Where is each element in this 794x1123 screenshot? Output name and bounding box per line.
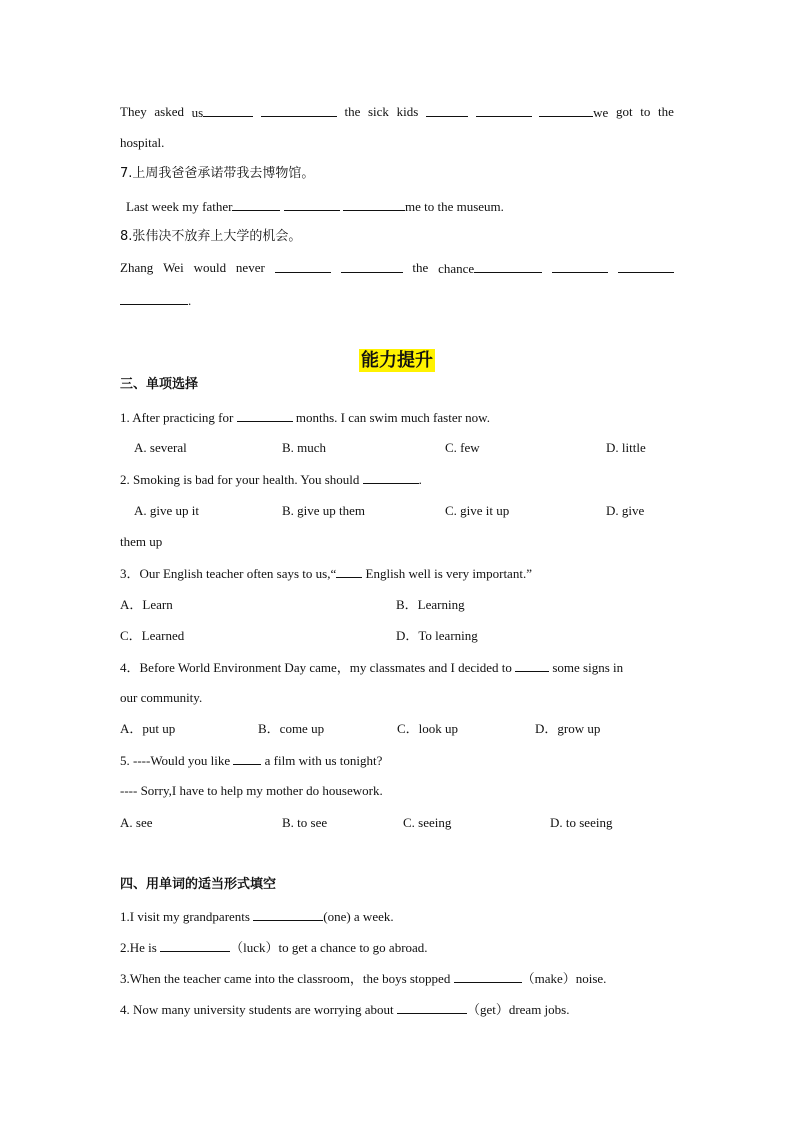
section-4-heading: 四、用单词的适当形式填空 xyxy=(120,877,277,892)
answer-blank[interactable] xyxy=(261,104,337,117)
option-a[interactable]: A．Learn xyxy=(120,597,173,612)
option-b[interactable]: B. much xyxy=(282,440,327,455)
answer-blank[interactable] xyxy=(253,908,323,921)
answer-blank[interactable] xyxy=(284,198,340,211)
option-d[interactable]: D．grow up xyxy=(535,721,601,736)
option-a[interactable]: A. several xyxy=(134,440,187,455)
option-b[interactable]: B. give up them xyxy=(282,503,366,518)
option-b[interactable]: B．come up xyxy=(258,721,325,736)
option-d[interactable]: D. give xyxy=(606,503,645,518)
option-d[interactable]: D. to seeing xyxy=(550,815,613,830)
answer-blank[interactable] xyxy=(539,104,593,117)
answer-blank[interactable] xyxy=(515,659,549,672)
answer-blank[interactable] xyxy=(160,939,230,952)
question-7-english: Last week my father me to the museum. xyxy=(126,199,504,214)
option-c[interactable]: C．Learned xyxy=(120,628,185,643)
option-a[interactable]: A. see xyxy=(120,815,153,830)
mc-question-2: 2. Smoking is bad for your health. You should . xyxy=(120,472,422,487)
answer-blank[interactable] xyxy=(397,1001,467,1014)
answer-blank[interactable] xyxy=(237,409,293,422)
answer-blank[interactable] xyxy=(341,260,403,273)
option-c[interactable]: C．look up xyxy=(397,721,459,736)
option-c[interactable]: C. seeing xyxy=(403,815,452,830)
option-a[interactable]: A．put up xyxy=(120,721,176,736)
answer-blank[interactable] xyxy=(343,198,405,211)
mc-question-4-wrap: our community. xyxy=(120,690,203,705)
answer-blank[interactable] xyxy=(618,260,674,273)
section-title: 能力提升 xyxy=(361,350,433,371)
option-d[interactable]: D. little xyxy=(606,440,646,455)
translation-line-6-wrap: hospital. xyxy=(120,135,165,150)
answer-blank[interactable] xyxy=(233,752,261,765)
option-d-wrap: them up xyxy=(120,534,163,549)
answer-blank[interactable] xyxy=(552,260,608,273)
option-d[interactable]: D．To learning xyxy=(396,628,478,643)
option-c[interactable]: C. give it up xyxy=(445,503,510,518)
fill-question-1: 1.I visit my grandparents (one) a week. xyxy=(120,909,394,924)
answer-blank[interactable] xyxy=(474,260,542,273)
option-c[interactable]: C. few xyxy=(445,440,480,455)
mc-question-5-reply: ---- Sorry,I have to help my mother do housework. xyxy=(120,783,383,798)
answer-blank[interactable] xyxy=(476,104,532,117)
answer-blank[interactable] xyxy=(454,970,522,983)
question-8-wrap: . xyxy=(120,292,191,309)
mc-question-1: 1. After practicing for months. I can swim much faster now. xyxy=(120,410,490,425)
answer-blank[interactable] xyxy=(203,104,253,117)
mc-question-3: 3．Our English teacher often says to us,“ English well is very important.” xyxy=(120,566,532,581)
question-7-chinese: 7.上周我爸爸承诺带我去博物馆。 xyxy=(120,166,315,181)
question-8-english: Zhang Wei would never the chance xyxy=(120,260,674,277)
answer-blank[interactable] xyxy=(232,198,280,211)
answer-blank[interactable] xyxy=(275,260,331,273)
option-b[interactable]: B. to see xyxy=(282,815,328,830)
mc-question-5: 5. ----Would you like a film with us tonight? xyxy=(120,753,383,768)
option-b[interactable]: B．Learning xyxy=(396,597,465,612)
option-a[interactable]: A. give up it xyxy=(134,503,199,518)
answer-blank[interactable] xyxy=(426,104,468,117)
question-8-chinese: 8.张伟决不放弃上大学的机会。 xyxy=(120,229,302,244)
answer-blank[interactable] xyxy=(336,565,362,578)
fill-question-2: 2.He is （luck）to get a chance to go abroad. xyxy=(120,940,428,955)
answer-blank[interactable] xyxy=(363,471,419,484)
fill-question-4: 4. Now many university students are worrying about （get）dream jobs. xyxy=(120,1002,570,1017)
mc-question-4: 4．Before World Environment Day came，my classmates and I decided to some signs in xyxy=(120,660,624,675)
answer-blank[interactable] xyxy=(120,292,188,305)
translation-line-6: They asked us the sick kids we got to the xyxy=(120,104,674,120)
fill-question-3: 3.When the teacher came into the classroom，the boys stopped （make）noise. xyxy=(120,971,607,986)
section-3-heading: 三、单项选择 xyxy=(120,377,199,392)
